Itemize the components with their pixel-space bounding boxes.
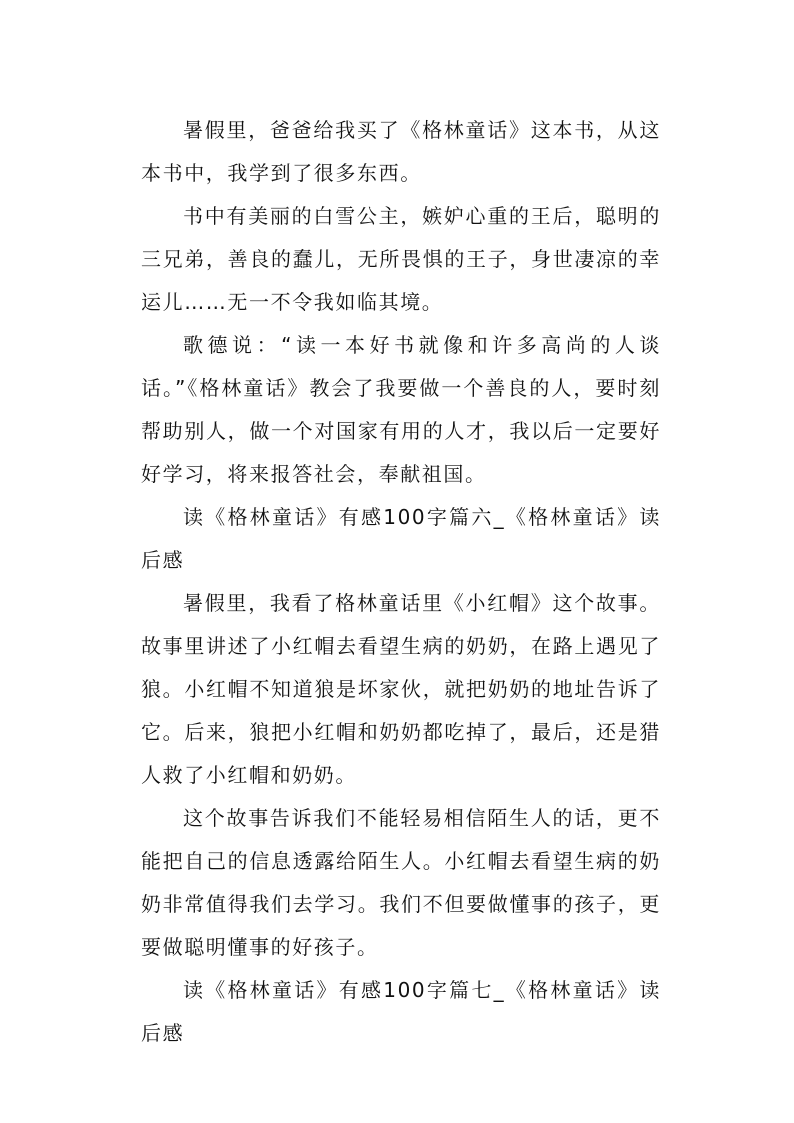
- paragraph: 暑假里，我看了格林童话里《小红帽》这个故事。故事里讲述了小红帽去看望生病的奶奶，在路上遇见了狼。小红帽不知道狼是坏家伙，就把奶奶的地址告诉了它。后来，狼把小红帽和奶奶都吃掉了，最后，还是猎人救了小红帽和奶奶。: [141, 591, 661, 787]
- paragraph: 书中有美丽的白雪公主，嫉妒心重的王后，聪明的三兄弟，善良的蠢儿，无所畏惧的王子，身世凄凉的幸运儿……无一不令我如临其境。: [141, 204, 661, 314]
- section-heading: 读《格林童话》有感100字篇六_《格林童话》读后感: [141, 505, 661, 572]
- section-heading: 读《格林童话》有感100字篇七_《格林童话》读后感: [141, 978, 661, 1045]
- paragraph: 暑假里，爸爸给我买了《格林童话》这本书，从这本书中，我学到了很多东西。: [141, 118, 661, 185]
- paragraph: 这个故事告诉我们不能轻易相信陌生人的话，更不能把自己的信息透露给陌生人。小红帽去看望生病的奶奶非常值得我们去学习。我们不但要做懂事的孩子，更要做聪明懂事的好孩子。: [141, 806, 661, 959]
- document-body: [141, 109, 661, 1055]
- paragraph: 歌德说：“读一本好书就像和许多高尚的人谈话。”《格林童话》教会了我要做一个善良的人，要时刻帮助别人，做一个对国家有用的人才，我以后一定要好好学习，将来报答社会，奉献祖国。: [141, 333, 661, 486]
